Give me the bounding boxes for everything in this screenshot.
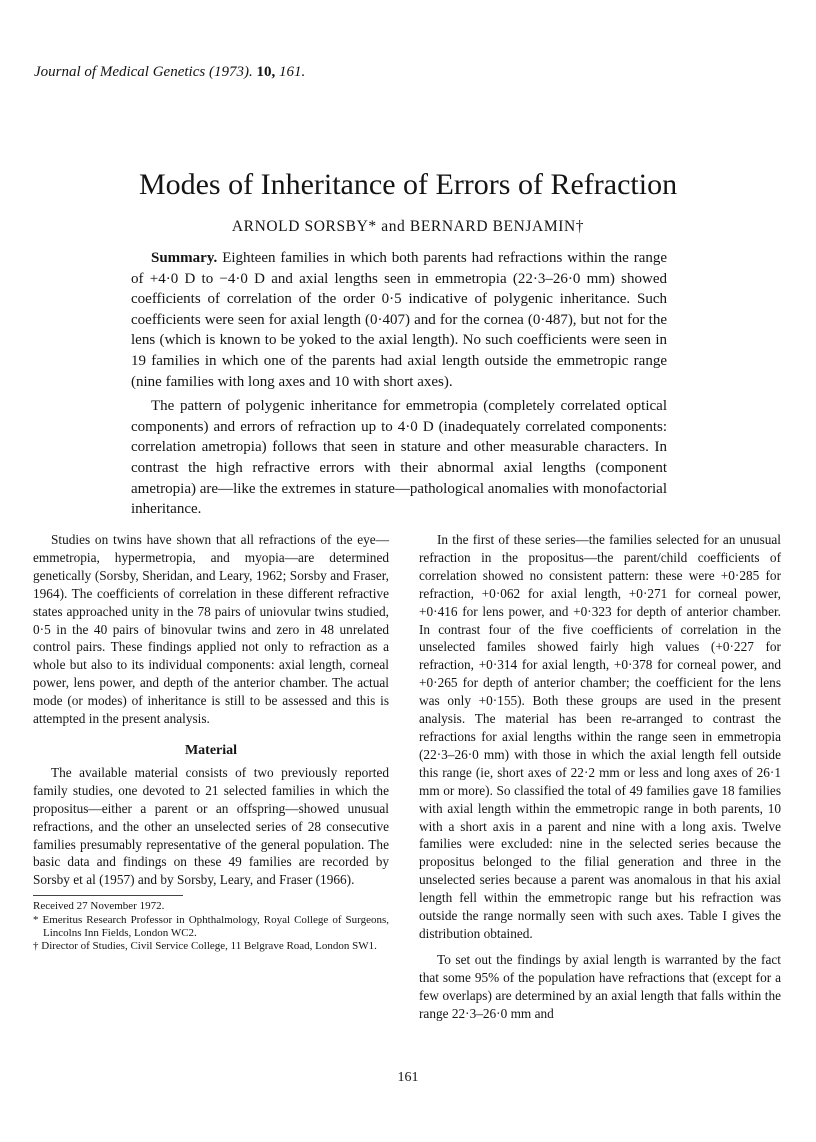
received-date: Received 27 November 1972. bbox=[33, 900, 165, 913]
summary-text-1: Eighteen families in which both parents had refractions within the range of +4·0 D to −4·0 D and axial lengths seen in emmetropia (22·3–26·0 mm) showed coefficients of correlation of the order 0·5 indicative of polygenic inheritance. Such coefficients were seen for axial length (0·407) and for the cornea (0·487), but not for the lens (which is known to be yoked to the axial length). No such coefficients were seen in 19 families in which one of the parents had axial length outside the emmetropic range (nine families with long axes and 10 with short axes). bbox=[131, 250, 668, 390]
footnotes bbox=[33, 900, 389, 954]
journal-page: 161. bbox=[278, 64, 306, 80]
summary-paragraph-1 bbox=[131, 248, 667, 392]
journal-volume: 10, bbox=[256, 64, 276, 80]
left-column bbox=[33, 531, 389, 954]
running-header bbox=[34, 64, 305, 81]
page-number: 161 bbox=[397, 1070, 419, 1085]
journal-name: Journal of Medical Genetics bbox=[34, 64, 206, 80]
footnote-divider bbox=[33, 895, 183, 896]
article-authors: ARNOLD SORSBY* and BERNARD BENJAMIN† bbox=[231, 218, 585, 235]
footnote-author-2: † Director of Studies, Civil Service College, 11 Belgrave Road, London SW1. bbox=[33, 940, 377, 953]
intro-paragraph: Studies on twins have shown that all refractions of the eye—emmetropia, hypermetropia, and myopia—are determined genetically (Sorsby, Sheridan, and Leary, 1962; Sorsby and Fraser, 1964). The coefficients of correlation in these different refractive states approached unity in the 78 pairs of uniovular twins studied, 0·5 in the 40 pairs of binovular twins and zero in 48 unrelated control pairs. These findings applied not only to refraction as a whole but also to its individual components: axial length, corneal power, lens power, and depth of the anterior chamber. The actual mode (or modes) of inheritance is still to be assessed and this is attempted in the present analysis. bbox=[33, 532, 389, 727]
material-heading: Material bbox=[184, 742, 238, 758]
axial-length-paragraph: To set out the findings by axial length is warranted by the fact that some 95% of the population have refractions that (except for a few overlaps) are determined by an axial length that falls within the range 22·3–26·0 mm and bbox=[419, 951, 781, 1021]
article-title: Modes of Inheritance of Errors of Refraction bbox=[138, 168, 678, 201]
summary-paragraph-2: The pattern of polygenic inheritance for emmetropia (completely correlated optical components) and errors of refraction up to 4·0 D (inadequately correlated components: correlation ametropia) follows that seen in stature and other measurable characters. In contrast the high refractive errors with their abnormal axial lengths (component ametropia) are—like the extremes in stature—pathological anomalies with monofactorial inheritance. bbox=[131, 398, 667, 518]
material-paragraph: The available material consists of two previously reported family studies, one devoted to 21 selected families in which the propositus—either a parent or an offspring—showed unusual refractions, and the other an unselected series of 28 consecutive families presumably representative of the general population. The basic data and findings on these 49 families are recorded by Sorsby et al (1957) and by Sorsby, Leary, and Fraser (1966). bbox=[33, 764, 389, 888]
series-paragraph: In the first of these series—the families selected for an unusual refraction in the propositus—the parent/child coefficients of correlation showed no consistent pattern: these were +0·285 for refraction, +0·062 for axial length, +0·271 for corneal power, +0·416 for lens power, and +0·323 for depth of anterior chamber. In contrast four of the five coefficients of correlation in the unselected familes showed fairly high values (+0·227 for refraction, +0·314 for axial length, +0·378 for corneal power, and +0·265 for depth of anterior chamber; the coefficient for the lens was only +0·155). Both these groups are used in the present analysis. The material has been re-arranged to contrast the refractions for axial lengths within the range seen in emmetropia (22·3–26·0 mm) with those in which the axial length fell outside this range (ie, short axes of 22·2 mm or less and long axes of 26·1 mm or more). So classified the total of 49 families gave 18 families with axial length within the emmetropic range in both parents, 10 with a short axis in a parent and nine with a long axis. Twelve families were excluded: nine in the selected series because the propositus belonged to the filial generation and three in the unselected series because a parent was anomalous in that his axial length fell within the emmetropic range but his refraction was outside the range normally seen with such axes. Table I gives the distribution obtained. bbox=[419, 532, 781, 941]
journal-year: (1973). bbox=[208, 64, 253, 80]
footnote-author-1: * Emeritus Research Professor in Ophthalmology, Royal College of Surgeons, Lincolns Inn Fields, London WC2. bbox=[33, 913, 389, 940]
right-column bbox=[419, 531, 781, 1022]
summary-block bbox=[131, 248, 667, 520]
summary-label: Summary. bbox=[151, 250, 218, 266]
